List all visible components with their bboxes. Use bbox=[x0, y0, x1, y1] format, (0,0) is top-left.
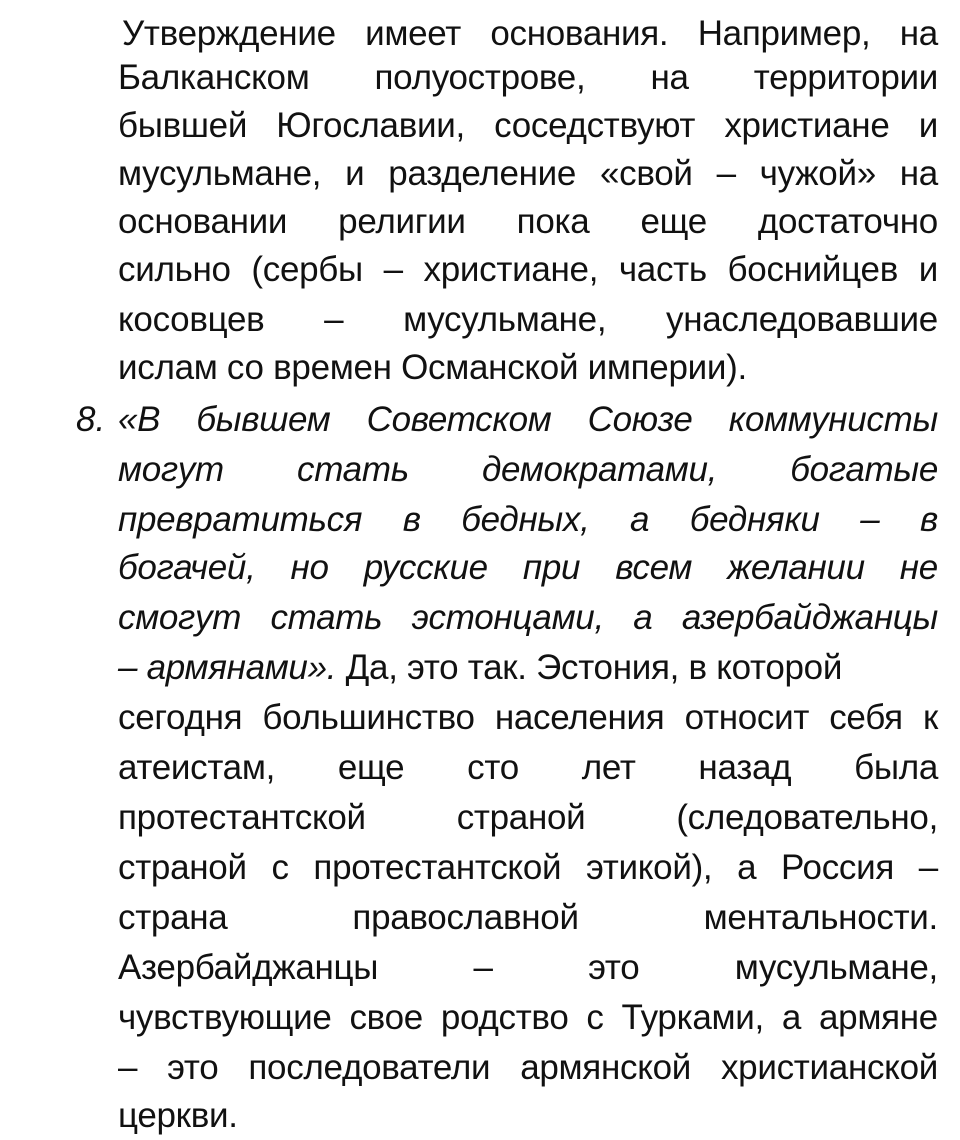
word: (сербы bbox=[251, 250, 363, 289]
word: территории bbox=[753, 58, 938, 97]
quote-line bbox=[118, 446, 938, 494]
word: православной bbox=[352, 898, 579, 937]
word: бывшей bbox=[118, 106, 248, 145]
word: последователи bbox=[248, 1048, 491, 1087]
word: населения bbox=[494, 698, 665, 737]
word: стать bbox=[270, 598, 383, 637]
text-line bbox=[118, 150, 938, 198]
word: часть bbox=[618, 250, 707, 289]
word: этикой), bbox=[585, 848, 713, 887]
word: косовцев bbox=[118, 300, 265, 339]
word: страной bbox=[456, 798, 586, 837]
word: основании bbox=[118, 202, 288, 241]
word: «В bbox=[118, 400, 161, 439]
word: Азербайджанцы bbox=[118, 948, 379, 987]
word: – bbox=[473, 948, 493, 987]
word: превратиться bbox=[118, 500, 363, 539]
word: бедных, bbox=[461, 500, 590, 539]
word: всем bbox=[615, 548, 693, 587]
word: «свой bbox=[599, 154, 693, 193]
word: страной bbox=[118, 848, 247, 887]
word: назад bbox=[698, 748, 792, 787]
word: но bbox=[290, 548, 329, 587]
word: эстонцами, bbox=[411, 598, 604, 637]
list-item-number: 8. bbox=[76, 400, 106, 439]
word: и bbox=[918, 106, 938, 145]
quote-line bbox=[118, 594, 938, 642]
word: в bbox=[402, 500, 421, 539]
word: ментальности. bbox=[703, 898, 938, 937]
text-span: Да, это так. Эстония, в которой bbox=[345, 648, 843, 687]
word: Россия bbox=[781, 848, 895, 887]
text-line bbox=[118, 694, 938, 742]
word: большинство bbox=[262, 698, 475, 737]
word: разделение bbox=[388, 154, 577, 193]
word: сто bbox=[467, 748, 519, 787]
word: это bbox=[588, 948, 640, 987]
word: на bbox=[899, 14, 938, 53]
text-line bbox=[118, 794, 938, 842]
word: армяне bbox=[818, 998, 938, 1037]
word: Балканском bbox=[118, 58, 310, 97]
word: чужой» bbox=[759, 154, 876, 193]
word: бывшем bbox=[196, 400, 331, 439]
word: атеистам, bbox=[118, 748, 276, 787]
word: могут bbox=[118, 450, 224, 489]
word: а bbox=[737, 848, 757, 887]
word: Союзе bbox=[587, 400, 693, 439]
word: лет bbox=[581, 748, 636, 787]
text-line: церкви. bbox=[118, 1096, 238, 1135]
word: протестантской bbox=[118, 798, 366, 837]
word: мусульмане, bbox=[403, 300, 607, 339]
quote-line bbox=[118, 496, 938, 544]
word: Утверждение bbox=[122, 14, 336, 53]
word: стать bbox=[297, 450, 409, 489]
word: мусульмане, bbox=[734, 948, 938, 987]
word: азербайджанцы bbox=[681, 598, 938, 637]
quote-line bbox=[118, 396, 938, 444]
word: коммунисты bbox=[728, 400, 938, 439]
word: богатые bbox=[790, 450, 938, 489]
word: чувствующие bbox=[118, 998, 332, 1037]
word: на bbox=[650, 58, 689, 97]
word: Советском bbox=[366, 400, 552, 439]
word: страна bbox=[118, 898, 228, 937]
word: желании bbox=[727, 548, 865, 587]
mixed-line bbox=[118, 644, 938, 692]
word: протестантской bbox=[313, 848, 562, 887]
word: при bbox=[522, 548, 581, 587]
word: – bbox=[716, 154, 736, 193]
word: полуострове, bbox=[374, 58, 586, 97]
word: относит bbox=[684, 698, 810, 737]
word: сегодня bbox=[118, 698, 243, 737]
word: не bbox=[899, 548, 938, 587]
word: христианской bbox=[720, 1048, 938, 1087]
word: еще bbox=[337, 748, 405, 787]
text-line bbox=[118, 744, 938, 792]
word: свое bbox=[349, 998, 423, 1037]
text-line bbox=[118, 944, 938, 992]
word: бедняки bbox=[689, 500, 820, 539]
word: христиане bbox=[724, 106, 890, 145]
word: и bbox=[918, 250, 938, 289]
word: достаточно bbox=[757, 202, 938, 241]
word: религии bbox=[338, 202, 466, 241]
word: на bbox=[899, 154, 938, 193]
text-line bbox=[118, 844, 938, 892]
word: богачей, bbox=[118, 548, 256, 587]
text-line bbox=[118, 894, 938, 942]
word: в bbox=[920, 500, 938, 539]
quote-line bbox=[118, 544, 938, 592]
text-line bbox=[118, 1044, 938, 1092]
word: имеет bbox=[365, 14, 462, 53]
word: это bbox=[167, 1048, 219, 1087]
word: унаследовавшие bbox=[666, 300, 938, 339]
word: к bbox=[922, 698, 938, 737]
word: демократами, bbox=[481, 450, 718, 489]
word: родство bbox=[440, 998, 569, 1037]
text-line bbox=[118, 246, 938, 294]
word: с bbox=[271, 848, 289, 887]
text-line bbox=[118, 54, 938, 102]
word: еще bbox=[640, 202, 707, 241]
word: с bbox=[586, 998, 604, 1037]
word: – bbox=[383, 250, 403, 289]
word: Югославии, bbox=[276, 106, 465, 145]
word: а bbox=[633, 598, 653, 637]
word: основания. bbox=[490, 14, 669, 53]
word: – bbox=[118, 1048, 138, 1087]
word: Например, bbox=[697, 14, 871, 53]
word: армянской bbox=[520, 1048, 692, 1087]
word: сильно bbox=[118, 250, 231, 289]
word: соседствуют bbox=[494, 106, 696, 145]
word: мусульмане, bbox=[118, 154, 322, 193]
word: Турками, bbox=[621, 998, 764, 1037]
text-line: ислам со времен Османской империи). bbox=[118, 348, 747, 387]
word: была bbox=[854, 748, 938, 787]
word: (следовательно, bbox=[676, 798, 938, 837]
word: русские bbox=[363, 548, 488, 587]
word: а bbox=[630, 500, 650, 539]
text-line bbox=[118, 102, 938, 150]
text-line bbox=[118, 994, 938, 1042]
quote-end: – армянами». bbox=[118, 648, 337, 687]
word: и bbox=[345, 154, 365, 193]
text-line bbox=[118, 296, 938, 344]
text-line bbox=[118, 198, 938, 246]
word: – bbox=[860, 500, 880, 539]
word: – bbox=[324, 300, 344, 339]
word: боснийцев bbox=[727, 250, 898, 289]
word: а bbox=[781, 998, 802, 1037]
word: – bbox=[918, 848, 938, 887]
word: себя bbox=[829, 698, 903, 737]
word: смогут bbox=[118, 598, 242, 637]
text-line bbox=[122, 10, 938, 58]
word: пока bbox=[516, 202, 590, 241]
word: христиане, bbox=[423, 250, 599, 289]
